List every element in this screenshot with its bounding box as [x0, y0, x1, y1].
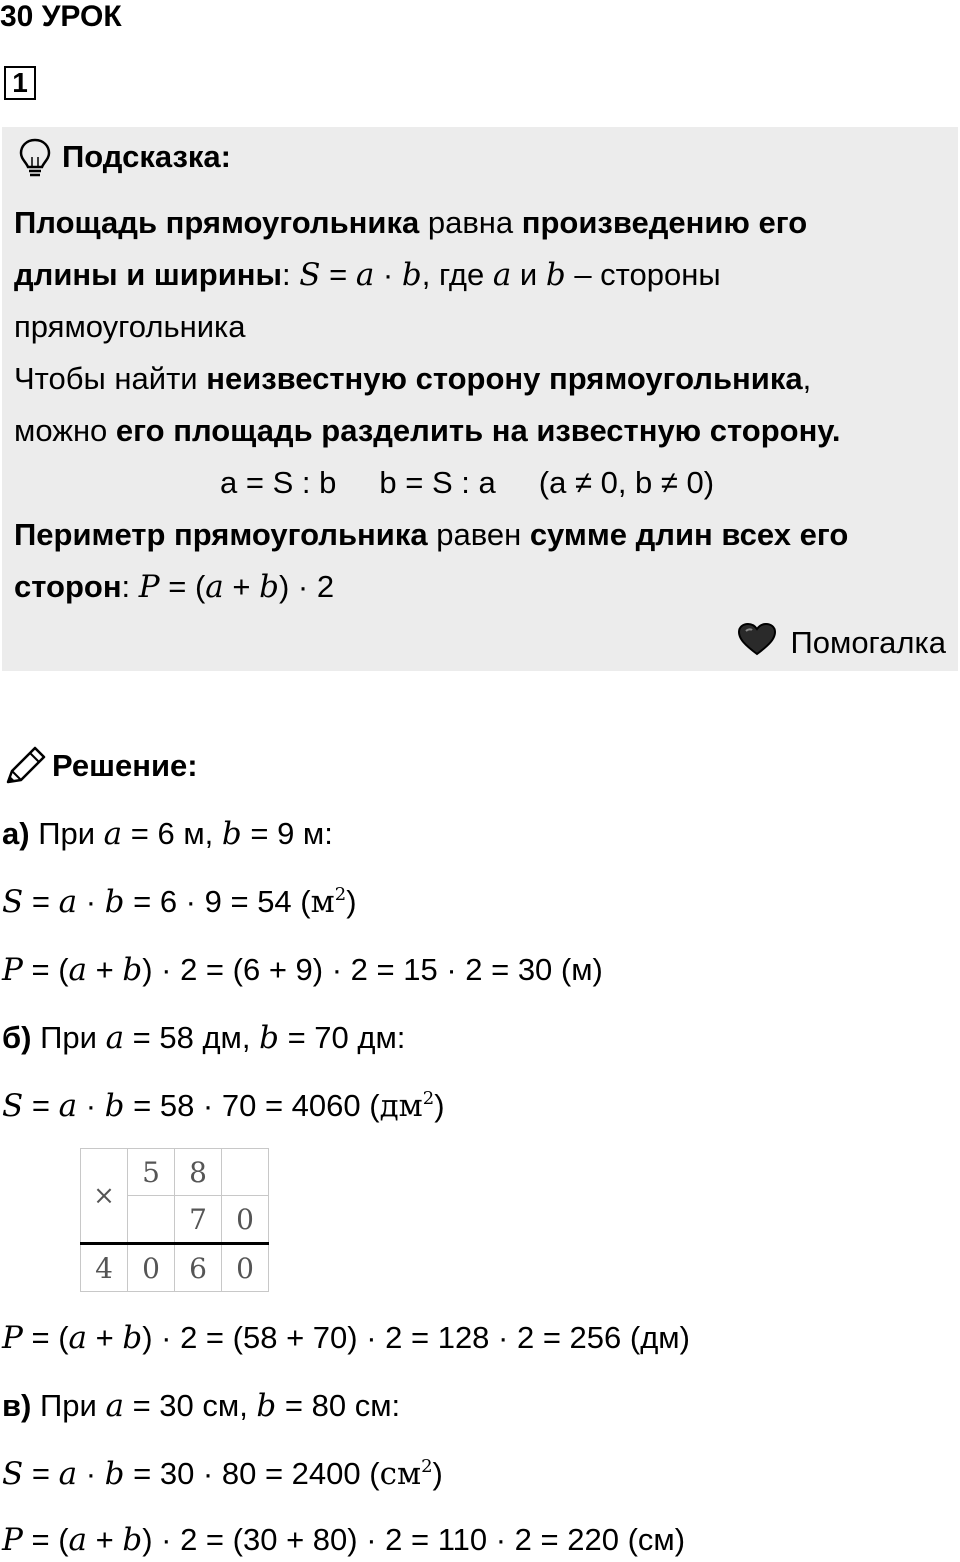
task-number: 1 [4, 66, 36, 100]
digit-cell: 0 [128, 1244, 175, 1292]
part-b-perimeter: P = (a + b) · 2 = (58 + 70) · 2 = 128 · 2 = 256 (дм) [2, 1320, 690, 1356]
digit-cell: 0 [222, 1244, 269, 1292]
hint-box [2, 127, 958, 671]
part-a-perimeter: P = (a + b) · 2 = (6 + 9) · 2 = 15 · 2 = 30 (м) [2, 952, 603, 988]
part-a-condition: а) При a = 6 м, b = 9 м: [2, 816, 333, 852]
lightbulb-icon [18, 137, 52, 187]
hint-line: Чтобы найти неизвестную сторону прямоугольника, [14, 361, 812, 396]
part-b-condition: б) При a = 58 дм, b = 70 дм: [2, 1020, 406, 1056]
solution-title: Решение: [52, 748, 198, 783]
hint-line: сторон: P = (a + b) · 2 [14, 569, 335, 605]
helper-label: Помогалка [790, 625, 946, 660]
multiply-sign: × [81, 1149, 128, 1244]
digit-cell: 6 [175, 1244, 222, 1292]
digit-cell [128, 1196, 175, 1244]
part-b-area: S = a · b = 58 · 70 = 4060 $(дм^2)$ [2, 1088, 445, 1124]
lesson-title: 30 УРОК [0, 0, 122, 33]
hint-formula: a = S : b b = S : a (a ≠ 0, b ≠ 0) [220, 465, 715, 500]
part-c-condition: в) При a = 30 см, b = 80 см: [2, 1388, 401, 1424]
hint-line: прямоугольника [14, 309, 246, 344]
pencil-icon [4, 744, 48, 794]
part-a-area: S = a · b = 6 · 9 = 54 $(м^2)$ [2, 884, 357, 920]
hint-line: длины и ширины: S = a · b, где a и b – стороны [14, 257, 721, 293]
digit-cell: 4 [81, 1244, 128, 1292]
hint-line: Периметр прямоугольника равен сумме длин всех его [14, 517, 849, 552]
digit-cell: 0 [222, 1196, 269, 1244]
digit-cell: 8 [175, 1149, 222, 1196]
column-multiplication [80, 1148, 269, 1292]
heart-icon [736, 621, 778, 665]
hint-line: Площадь прямоугольника равна произведению его [14, 205, 808, 240]
digit-cell: 5 [128, 1149, 175, 1196]
helper-link[interactable] [736, 621, 946, 665]
hint-line: можно его площадь разделить на известную сторону. [14, 413, 841, 448]
digit-cell [222, 1149, 269, 1196]
digit-cell: 7 [175, 1196, 222, 1244]
part-c-area: S = a · b = 30 · 80 = 2400 $(см^2)$ [2, 1456, 443, 1492]
hint-title: Подсказка: [62, 139, 231, 174]
part-c-perimeter: P = (a + b) · 2 = (30 + 80) · 2 = 110 · 2 = 220 (см) [2, 1522, 686, 1558]
